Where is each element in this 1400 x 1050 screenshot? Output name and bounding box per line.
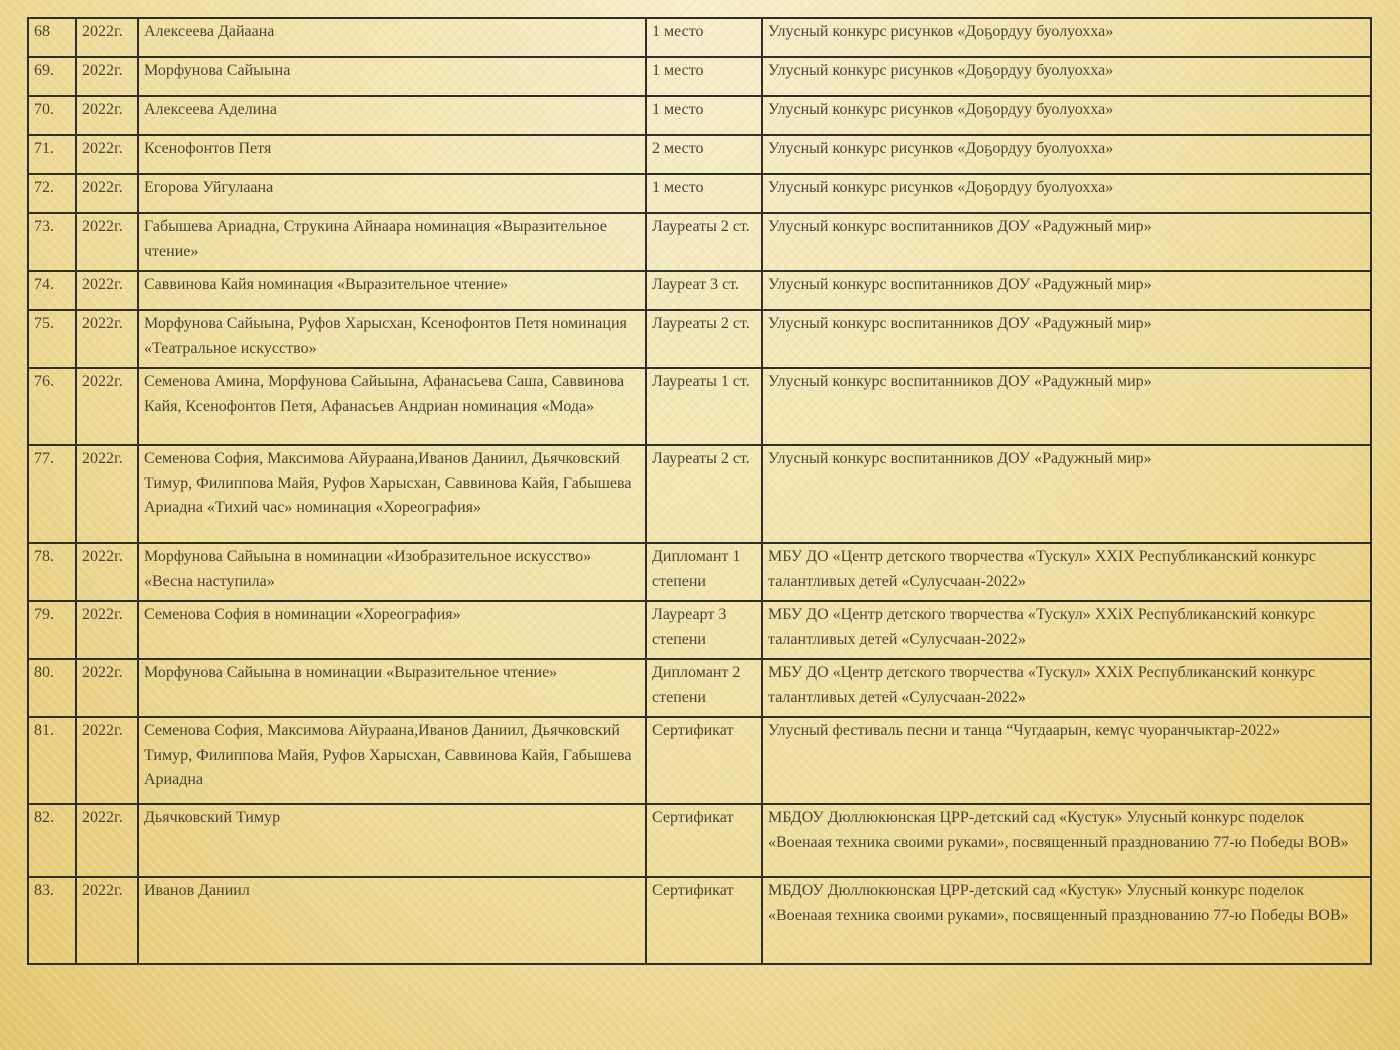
row-number-cell: 72.: [28, 174, 76, 213]
row-number-cell: 77.: [28, 445, 76, 543]
event-description-cell: Улусный конкурс рисунков «Доҕордуу буолуохха»: [762, 57, 1371, 96]
participant-names-cell: Семенова Амина, Морфунова Сайыына, Афанасьева Саша, Саввинова Кайя, Ксенофонтов Петя, Афанасьев Андриан номинация «Мода»: [138, 368, 646, 445]
result-cell: Сертификат: [646, 877, 762, 964]
row-number-cell: 74.: [28, 271, 76, 310]
row-year-cell: 2022г.: [76, 310, 138, 368]
row-number-cell: 82.: [28, 804, 76, 877]
result-cell: 1 место: [646, 96, 762, 135]
row-number-cell: 78.: [28, 543, 76, 601]
row-year-cell: 2022г.: [76, 543, 138, 601]
row-year-cell: 2022г.: [76, 18, 138, 57]
table-row: [28, 18, 1371, 57]
row-year-cell: 2022г.: [76, 804, 138, 877]
event-description-cell: Улусный конкурс рисунков «Доҕордуу буолуохха»: [762, 96, 1371, 135]
row-year-cell: 2022г.: [76, 659, 138, 717]
row-year-cell: 2022г.: [76, 271, 138, 310]
row-year-cell: 2022г.: [76, 174, 138, 213]
table-row: [28, 135, 1371, 174]
participant-names-cell: Ксенофонтов Петя: [138, 135, 646, 174]
table-row: [28, 601, 1371, 659]
event-description-cell: МБУ ДО «Центр детского творчества «Тускул» XXIX Республиканский конкурс талантливых детей «Сулусчаан-2022»: [762, 543, 1371, 601]
row-number-cell: 70.: [28, 96, 76, 135]
event-description-cell: Улусный конкурс воспитанников ДОУ «Радужный мир»: [762, 213, 1371, 271]
table-row: [28, 804, 1371, 877]
table-row: [28, 717, 1371, 804]
row-number-cell: 69.: [28, 57, 76, 96]
event-description-cell: МБДОУ Дюллюкюнская ЦРР-детский сад «Кустук» Улусный конкурс поделок «Военаая техника своими руками», посвященный празднованию 77-ю Победы ВОВ»: [762, 804, 1371, 877]
row-year-cell: 2022г.: [76, 213, 138, 271]
result-cell: Сертификат: [646, 804, 762, 877]
row-number-cell: 73.: [28, 213, 76, 271]
participant-names-cell: Семенова София, Максимова Айурaана,Иванов Даниил, Дьячковский Тимур, Филиппова Майя, Руфов Харысхан, Саввинова Кайя, Габышева Ариадна «Тихий час» номинация «Хореография»: [138, 445, 646, 543]
event-description-cell: Улусный конкурс воспитанников ДОУ «Радужный мир»: [762, 310, 1371, 368]
table-row: [28, 174, 1371, 213]
event-description-cell: Улусный конкурс воспитанников ДОУ «Радужный мир»: [762, 445, 1371, 543]
participant-names-cell: Морфунова Сайыына: [138, 57, 646, 96]
participant-names-cell: Алексеева Дайаана: [138, 18, 646, 57]
achievements-table-body: [28, 18, 1371, 964]
row-year-cell: 2022г.: [76, 96, 138, 135]
table-row: [28, 368, 1371, 445]
participant-names-cell: Иванов Даниил: [138, 877, 646, 964]
table-row: [28, 57, 1371, 96]
result-cell: 1 место: [646, 174, 762, 213]
result-cell: Лауреарт 3 степени: [646, 601, 762, 659]
event-description-cell: Улусный конкурс рисунков «Доҕордуу буолуохха»: [762, 174, 1371, 213]
row-year-cell: 2022г.: [76, 717, 138, 804]
row-number-cell: 71.: [28, 135, 76, 174]
result-cell: Лауреаты 2 ст.: [646, 310, 762, 368]
result-cell: Дипломант 1 степени: [646, 543, 762, 601]
participant-names-cell: Морфунова Сайыына, Руфов Харысхан, Ксенофонтов Петя номинация «Театральное искусство»: [138, 310, 646, 368]
event-description-cell: Улусный конкурс рисунков «Доҕордуу буолуохха»: [762, 135, 1371, 174]
participant-names-cell: Морфунова Сайыына в номинации «Выразительное чтение»: [138, 659, 646, 717]
table-row: [28, 877, 1371, 964]
event-description-cell: Улусный конкурс воспитанников ДОУ «Радужный мир»: [762, 368, 1371, 445]
result-cell: 1 место: [646, 57, 762, 96]
row-year-cell: 2022г.: [76, 877, 138, 964]
row-number-cell: 76.: [28, 368, 76, 445]
result-cell: Сертификат: [646, 717, 762, 804]
table-row: [28, 659, 1371, 717]
event-description-cell: Улусный конкурс воспитанников ДОУ «Радужный мир»: [762, 271, 1371, 310]
row-number-cell: 68: [28, 18, 76, 57]
result-cell: Лауреат 3 ст.: [646, 271, 762, 310]
result-cell: Лауреаты 2 ст.: [646, 213, 762, 271]
row-number-cell: 81.: [28, 717, 76, 804]
result-cell: Лауреаты 2 ст.: [646, 445, 762, 543]
result-cell: Лауреаты 1 ст.: [646, 368, 762, 445]
row-year-cell: 2022г.: [76, 601, 138, 659]
table-row: [28, 310, 1371, 368]
row-number-cell: 83.: [28, 877, 76, 964]
participant-names-cell: Габышева Ариадна, Струкина Айнаара номинация «Выразительное чтение»: [138, 213, 646, 271]
participant-names-cell: Семенова София, Максимова Айурaана,Иванов Даниил, Дьячковский Тимур, Филиппова Майя, Руфов Харысхан, Саввинова Кайя, Габышева Ариадна: [138, 717, 646, 804]
table-row: [28, 543, 1371, 601]
participant-names-cell: Дьячковский Тимур: [138, 804, 646, 877]
row-number-cell: 80.: [28, 659, 76, 717]
row-number-cell: 75.: [28, 310, 76, 368]
table-row: [28, 271, 1371, 310]
participant-names-cell: Саввинова Кайя номинация «Выразительное чтение»: [138, 271, 646, 310]
table-row: [28, 96, 1371, 135]
result-cell: 2 место: [646, 135, 762, 174]
table-row: [28, 213, 1371, 271]
event-description-cell: МБДОУ Дюллюкюнская ЦРР-детский сад «Кустук» Улусный конкурс поделок «Военаая техника своими руками», посвященный празднованию 77-ю Победы ВОВ»: [762, 877, 1371, 964]
result-cell: 1 место: [646, 18, 762, 57]
event-description-cell: МБУ ДО «Центр детского творчества «Тускул» XXiX Республиканский конкурс талантливых детей «Сулусчаан-2022»: [762, 601, 1371, 659]
row-year-cell: 2022г.: [76, 135, 138, 174]
participant-names-cell: Семенова София в номинации «Хореография»: [138, 601, 646, 659]
participant-names-cell: Морфунова Сайыына в номинации «Изобразительное искусство» «Весна наступила»: [138, 543, 646, 601]
participant-names-cell: Егорова Уйгулаана: [138, 174, 646, 213]
row-year-cell: 2022г.: [76, 368, 138, 445]
achievements-table: [27, 17, 1372, 965]
event-description-cell: Улусный конкурс рисунков «Доҕордуу буолуохха»: [762, 18, 1371, 57]
table-row: [28, 445, 1371, 543]
row-year-cell: 2022г.: [76, 445, 138, 543]
event-description-cell: МБУ ДО «Центр детского творчества «Тускул» XXiX Республиканский конкурс талантливых детей «Сулусчаан-2022»: [762, 659, 1371, 717]
row-year-cell: 2022г.: [76, 57, 138, 96]
participant-names-cell: Алексеева Аделина: [138, 96, 646, 135]
event-description-cell: Улусный фестиваль песни и танца “Чугдаарын, кемүс чуоранчыктар-2022»: [762, 717, 1371, 804]
result-cell: Дипломант 2 степени: [646, 659, 762, 717]
row-number-cell: 79.: [28, 601, 76, 659]
